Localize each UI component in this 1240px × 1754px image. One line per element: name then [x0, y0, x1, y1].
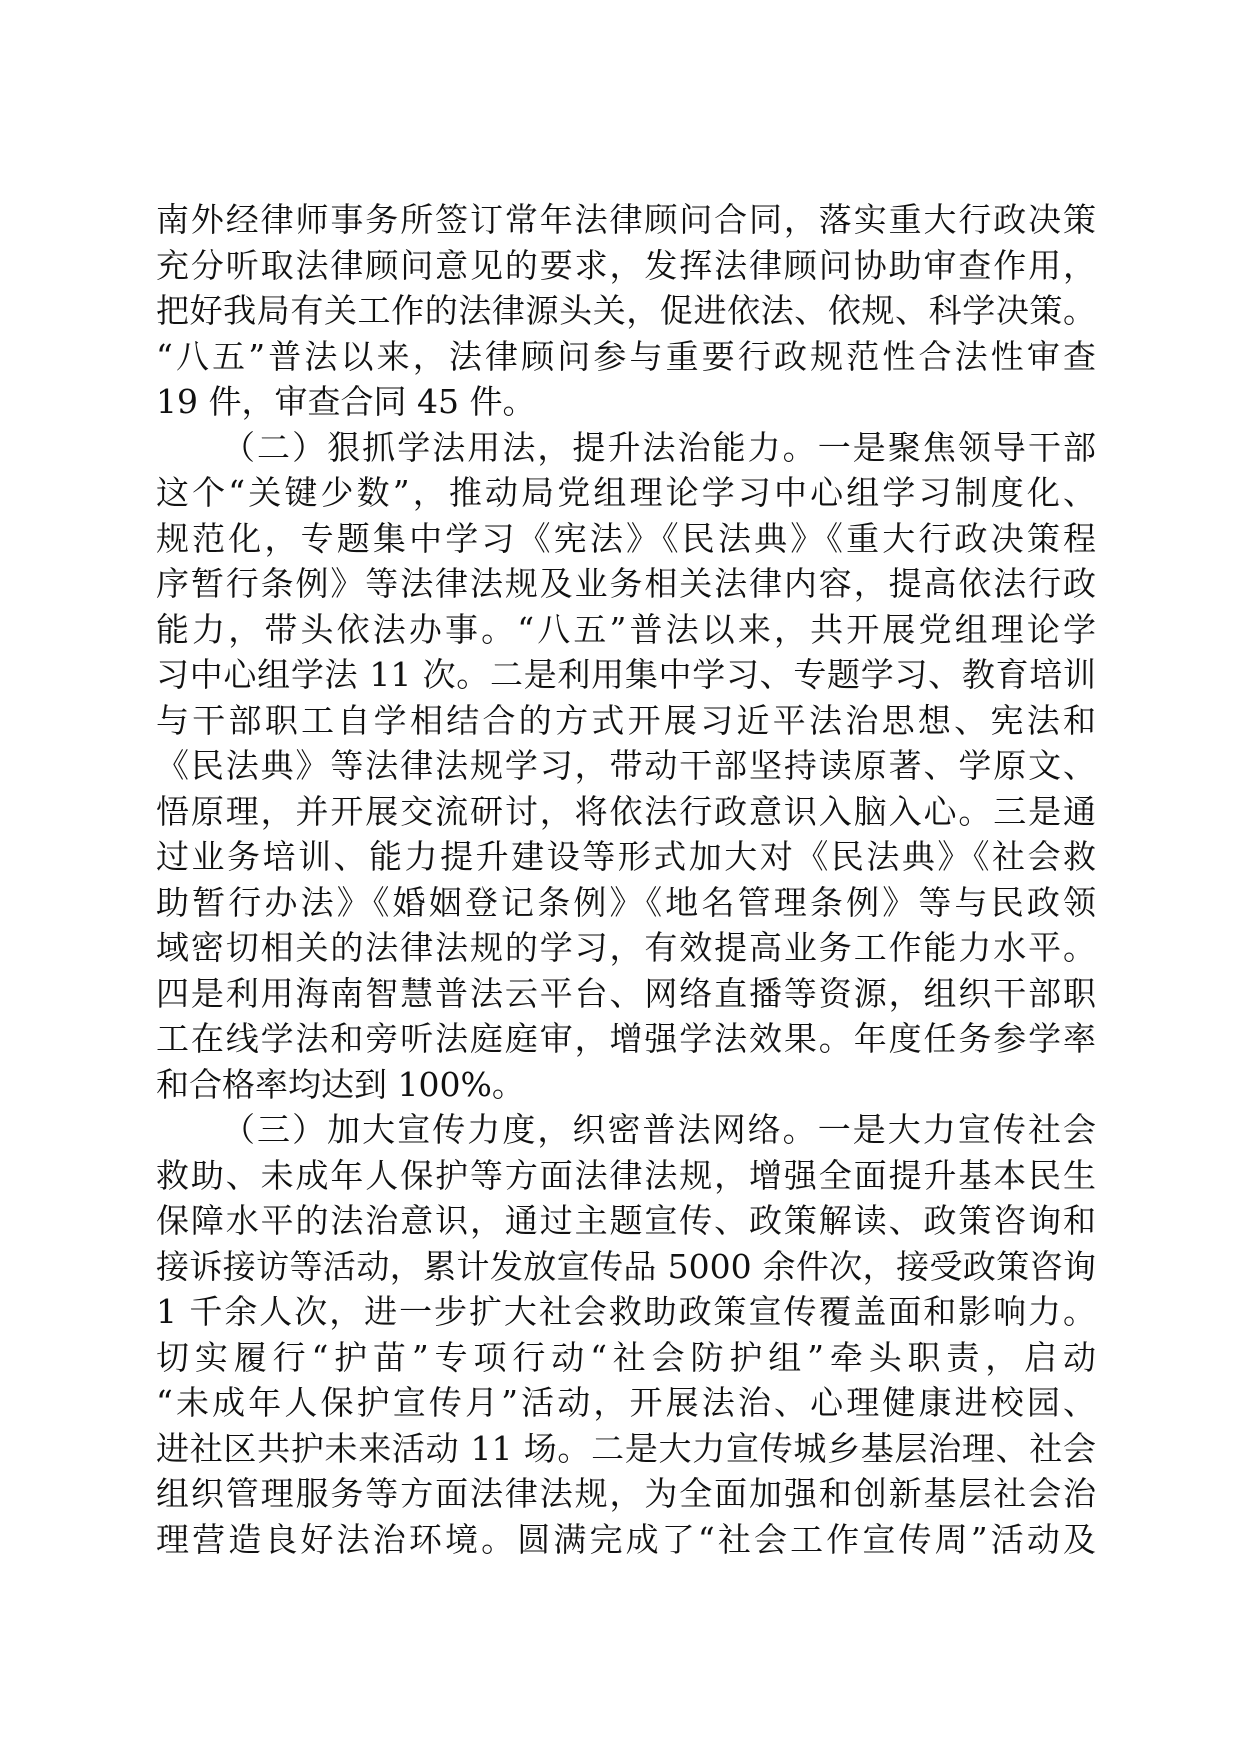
text-line: 和合格率均达到 100%。 [156, 1064, 525, 1104]
text-line: 悟原理，并开展交流研讨，将依法行政意识入脑入心。三是通 [156, 791, 1096, 831]
section-two-heading-line: （二）狠抓学法用法，提升法治能力。一是聚焦领导干部 [222, 427, 1096, 467]
text-line: 接诉接访等活动，累计发放宣传品 5000 余件次，接受政策咨询 [156, 1246, 1096, 1286]
text-line: 助暂行办法》《婚姻登记条例》《地名管理条例》等与民政领 [156, 882, 1096, 922]
text-line: 理营造良好法治环境。圆满完成了“社会工作宣传周”活动及 [156, 1519, 1096, 1559]
text-line: 组织管理服务等方面法律法规，为全面加强和创新基层社会治 [156, 1474, 1096, 1513]
text-line: 1 千余人次，进一步扩大社会救助政策宣传覆盖面和影响力。 [156, 1292, 1096, 1331]
text-line: 充分听取法律顾问意见的要求，发挥法律顾问协助审查作用， [156, 245, 1096, 285]
text-line: 南外经律师事务所签订常年法律顾问合同，落实重大行政决策 [156, 200, 1096, 239]
text-line: 切实履行“护苗”专项行动“社会防护组”牵头职责，启动 [156, 1337, 1096, 1377]
text-line: 把好我局有关工作的法律源头关，促进依法、依规、科学决策。 [156, 291, 1096, 330]
text-line: 与干部职工自学相结合的方式开展习近平法治思想、宪法和 [156, 700, 1096, 740]
text-line: 工在线学法和旁听法庭庭审，增强学法效果。年度任务参学率 [156, 1019, 1096, 1058]
text-line: 能力，带头依法办事。“八五”普法以来，共开展党组理论学 [156, 609, 1096, 649]
body-text [156, 197, 1096, 1562]
text-line: 进社区共护未来活动 11 场。二是大力宣传城乡基层治理、社会 [156, 1428, 1096, 1468]
text-line: 序暂行条例》等法律法规及业务相关法律内容，提高依法行政 [156, 564, 1096, 603]
text-line: 规范化，专题集中学习《宪法》《民法典》《重大行政决策程 [156, 518, 1096, 558]
text-line: “八五”普法以来，法律顾问参与重要行政规范性合法性审查 [156, 336, 1096, 376]
text-line: 这个“关键少数”，推动局党组理论学习中心组学习制度化、 [156, 473, 1096, 512]
section-three-heading-line: （三）加大宣传力度，织密普法网络。一是大力宣传社会 [222, 1110, 1096, 1149]
text-line: 四是利用海南智慧普法云平台、网络直播等资源，组织干部职 [156, 973, 1096, 1013]
text-line: 救助、未成年人保护等方面法律法规，增强全面提升基本民生 [156, 1155, 1096, 1195]
text-line: 《民法典》等法律法规学习，带动干部坚持读原著、学原文、 [156, 746, 1096, 785]
text-line: “未成年人保护宣传月”活动，开展法治、心理健康进校园、 [156, 1383, 1096, 1422]
text-line: 过业务培训、能力提升建设等形式加大对《民法典》《社会救 [156, 837, 1096, 876]
text-line: 域密切相关的法律法规的学习，有效提高业务工作能力水平。 [156, 928, 1096, 967]
text-line: 19 件，审查合同 45 件。 [156, 382, 536, 421]
text-line: 习中心组学法 11 次。二是利用集中学习、专题学习、教育培训 [156, 655, 1096, 694]
text-line: 保障水平的法治意识，通过主题宣传、政策解读、政策咨询和 [156, 1201, 1096, 1240]
